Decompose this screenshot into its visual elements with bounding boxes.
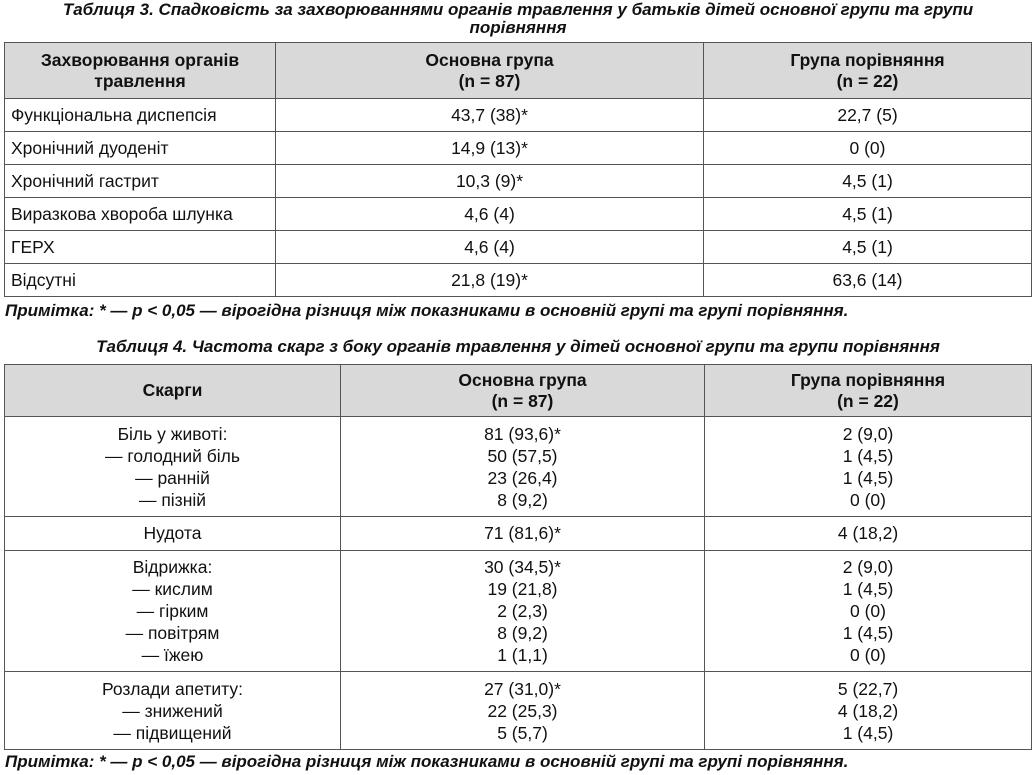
main-value: 81 (93,6)* [484, 423, 561, 444]
row-name: Хронічний гастрит [5, 165, 276, 198]
table4-note: Примітка: * — p < 0,05 — вірогідна різниця між показниками в основній групі та групі порівняння. [5, 752, 849, 771]
comparison-value: 1 (4,5) [842, 579, 894, 599]
table3 [4, 42, 1032, 297]
table3-header-comparison-line2: (n = 22) [836, 70, 899, 91]
comparison-value: 0 (0) [850, 601, 886, 621]
row-comparison-value: 63,6 (14) [704, 264, 1032, 297]
main-value: 30 (34,5)* [484, 557, 561, 577]
table4-header-main-line1: Основна група [458, 369, 587, 390]
table4-header-complaints: Скарги [5, 365, 341, 417]
main-value: 8 (9,2) [497, 489, 548, 510]
table-row [5, 99, 1032, 132]
table-row [5, 165, 1032, 198]
group-name-line: Розлади апетиту: [101, 678, 244, 699]
table4-caption: Таблиця 4. Частота скарг з боку органів травлення у дітей основної групи та групи порівняння [96, 337, 940, 356]
group-name-line: — підвищений [113, 722, 232, 743]
group-name-line: — повітрям [125, 623, 220, 643]
comparison-value: 4 (18,2) [837, 700, 899, 721]
group-name-line: — їжею [141, 645, 204, 665]
group-comparison-values [705, 551, 1032, 672]
row-main-value: 4,6 (4) [276, 231, 704, 264]
group-name-line: Біль у животі: [117, 423, 228, 444]
row-name: ГЕРХ [5, 231, 276, 264]
table3-header-row [5, 43, 1032, 99]
comparison-value: 2 (9,0) [842, 423, 894, 444]
row-name: Виразкова хвороба шлунка [5, 198, 276, 231]
table3-header-comparison [704, 43, 1032, 99]
table3-header-disease-line1: Захворювання органів [40, 49, 240, 70]
row-name: Функціональна диспепсія [5, 99, 276, 132]
comparison-value: 1 (4,5) [842, 467, 894, 488]
row-comparison-value: 0 (0) [704, 132, 1032, 165]
table4-header-comparison-line1: Група порівняння [790, 369, 946, 390]
main-value: 1 (1,1) [497, 645, 548, 665]
group-main-values [341, 672, 705, 750]
group-name-line: Нудота [5, 517, 341, 551]
row-comparison-value: 4,5 (1) [704, 198, 1032, 231]
main-value: 27 (31,0)* [484, 678, 561, 699]
group-comparison-values [705, 672, 1032, 750]
table-row [5, 198, 1032, 231]
main-value: 23 (26,4) [487, 467, 558, 488]
table3-header-main-line2: (n = 87) [458, 70, 521, 91]
row-main-value: 10,3 (9)* [276, 165, 704, 198]
group-name-line: — кислим [132, 579, 213, 599]
table4 [4, 364, 1032, 750]
main-value: 22 (25,3) [487, 700, 558, 721]
main-value: 2 (2,3) [497, 601, 548, 621]
comparison-value: 1 (4,5) [842, 445, 894, 466]
table3-caption [0, 1, 1036, 37]
group-names [5, 551, 341, 672]
row-main-value: 43,7 (38)* [276, 99, 704, 132]
table3-caption-line2: порівняння [469, 18, 567, 37]
main-value: 50 (57,5) [487, 445, 558, 466]
row-name: Відсутні [5, 264, 276, 297]
table3-header-disease [5, 43, 276, 99]
group-main-values [341, 551, 705, 672]
table3-header-comparison-line1: Група порівняння [790, 49, 945, 70]
row-main-value: 21,8 (19)* [276, 264, 704, 297]
group-name-line: — гірким [136, 601, 209, 621]
group-name-line: Відрижка: [132, 557, 213, 577]
table3-header-main-line1: Основна група [425, 49, 554, 70]
table-row [5, 417, 1032, 517]
table3-note: Примітка: * — p < 0,05 — вірогідна різниця між показниками в основній групі та групі порівняння. [5, 301, 849, 320]
table-row [5, 132, 1032, 165]
row-main-value: 4,6 (4) [276, 198, 704, 231]
table-row [5, 551, 1032, 672]
row-comparison-value: 22,7 (5) [704, 99, 1032, 132]
group-names [5, 417, 341, 517]
table3-header-main [276, 43, 704, 99]
group-comparison-values [705, 417, 1032, 517]
group-name-line: — ранній [135, 467, 210, 488]
group-name-line: — пізній [138, 489, 207, 510]
comparison-value: 2 (9,0) [842, 557, 894, 577]
table4-header-row [5, 365, 1032, 417]
group-main-values [341, 417, 705, 517]
main-value: 19 (21,8) [487, 579, 558, 599]
comparison-value: 0 (0) [850, 489, 886, 510]
group-name-line: — знижений [122, 700, 223, 721]
group-names [5, 672, 341, 750]
table-row [5, 231, 1032, 264]
row-name: Хронічний дуоденіт [5, 132, 276, 165]
table-row [5, 264, 1032, 297]
main-value: 71 (81,6)* [341, 517, 705, 551]
comparison-value: 4 (18,2) [705, 517, 1032, 551]
row-comparison-value: 4,5 (1) [704, 165, 1032, 198]
main-value: 8 (9,2) [497, 623, 548, 643]
row-comparison-value: 4,5 (1) [704, 231, 1032, 264]
group-name-line: — голодний біль [105, 445, 240, 466]
comparison-value: 1 (4,5) [842, 722, 894, 743]
main-value: 5 (5,7) [497, 722, 548, 743]
table4-header-comparison-line2: (n = 22) [837, 390, 899, 411]
table-row [5, 672, 1032, 750]
comparison-value: 0 (0) [850, 645, 886, 665]
table3-caption-line1: Таблиця 3. Спадковість за захворюваннями органів травлення у батьків дітей основної групи та групи [62, 0, 974, 19]
comparison-value: 1 (4,5) [842, 623, 894, 643]
table3-header-disease-line2: травлення [94, 70, 186, 91]
table4-header-main-line2: (n = 87) [491, 390, 554, 411]
table-row [5, 517, 1032, 551]
table4-header-comparison [705, 365, 1032, 417]
comparison-value: 5 (22,7) [837, 678, 899, 699]
table4-header-main [341, 365, 705, 417]
row-main-value: 14,9 (13)* [276, 132, 704, 165]
